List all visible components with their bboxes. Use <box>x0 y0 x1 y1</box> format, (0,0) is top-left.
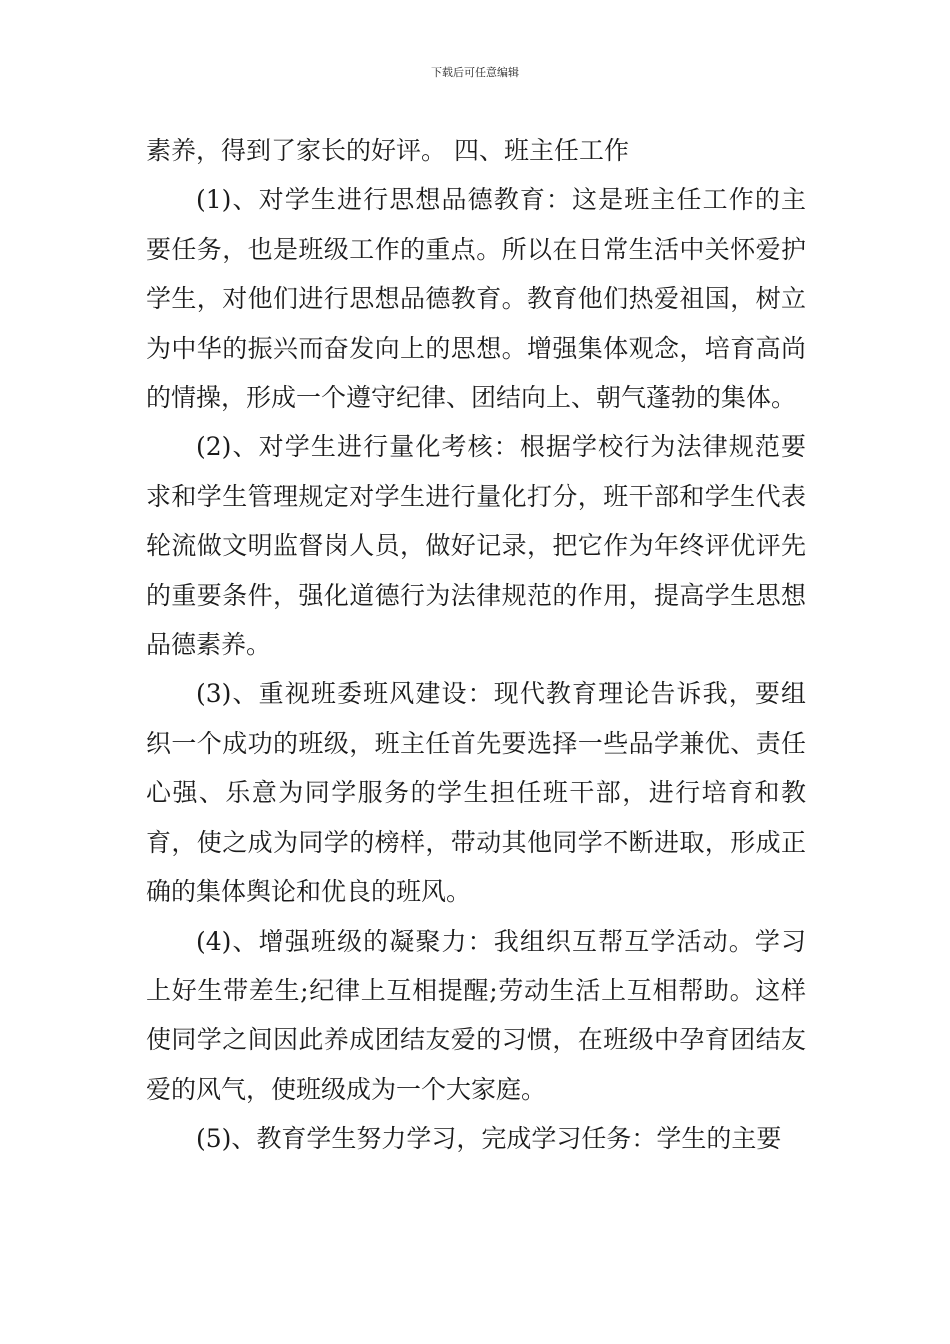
page-header: 下载后可任意编辑 <box>431 66 519 79</box>
paragraph-item-4: (4)、增强班级的凝聚力：我组织互帮互学活动。学习上好生带差生;纪律上互相提醒;劳动生活上互相帮助。这样使同学之间因此养成团结友爱的习惯，在班级中孕育团结友爱的风气，使班级成为一个大家庭。 <box>146 926 806 1104</box>
paragraph-item-3: (3)、重视班委班风建设：现代教育理论告诉我，要组织一个成功的班级，班主任首先要选择一些品学兼优、责任心强、乐意为同学服务的学生担任班干部，进行培育和教育，使之成为同学的榜样，带动其他同学不断进取，形成正确的集体舆论和优良的班风。 <box>146 679 806 907</box>
paragraph-item-1: (1)、对学生进行思想品德教育：这是班主任工作的主要任务，也是班级工作的重点。所以在日常生活中关怀爱护学生，对他们进行思想品德教育。教育他们热爱祖国，树立为中华的振兴而奋发向上的思想。增强集体观念，培育高尚的情操，形成一个遵守纪律、团结向上、朝气蓬勃的集体。 <box>146 185 806 413</box>
document-body <box>146 126 806 1164</box>
paragraph-item-2: (2)、对学生进行量化考核：根据学校行为法律规范要求和学生管理规定对学生进行量化打分，班干部和学生代表轮流做文明监督岗人员，做好记录，把它作为年终评优评先的重要条件，强化道德行为法律规范的作用，提高学生思想品德素养。 <box>146 432 806 660</box>
paragraph-continuation: 素养，得到了家长的好评。 四、班主任工作 <box>146 136 629 165</box>
paragraph-item-5: (5)、教育学生努力学习，完成学习任务：学生的主要 <box>196 1124 782 1154</box>
